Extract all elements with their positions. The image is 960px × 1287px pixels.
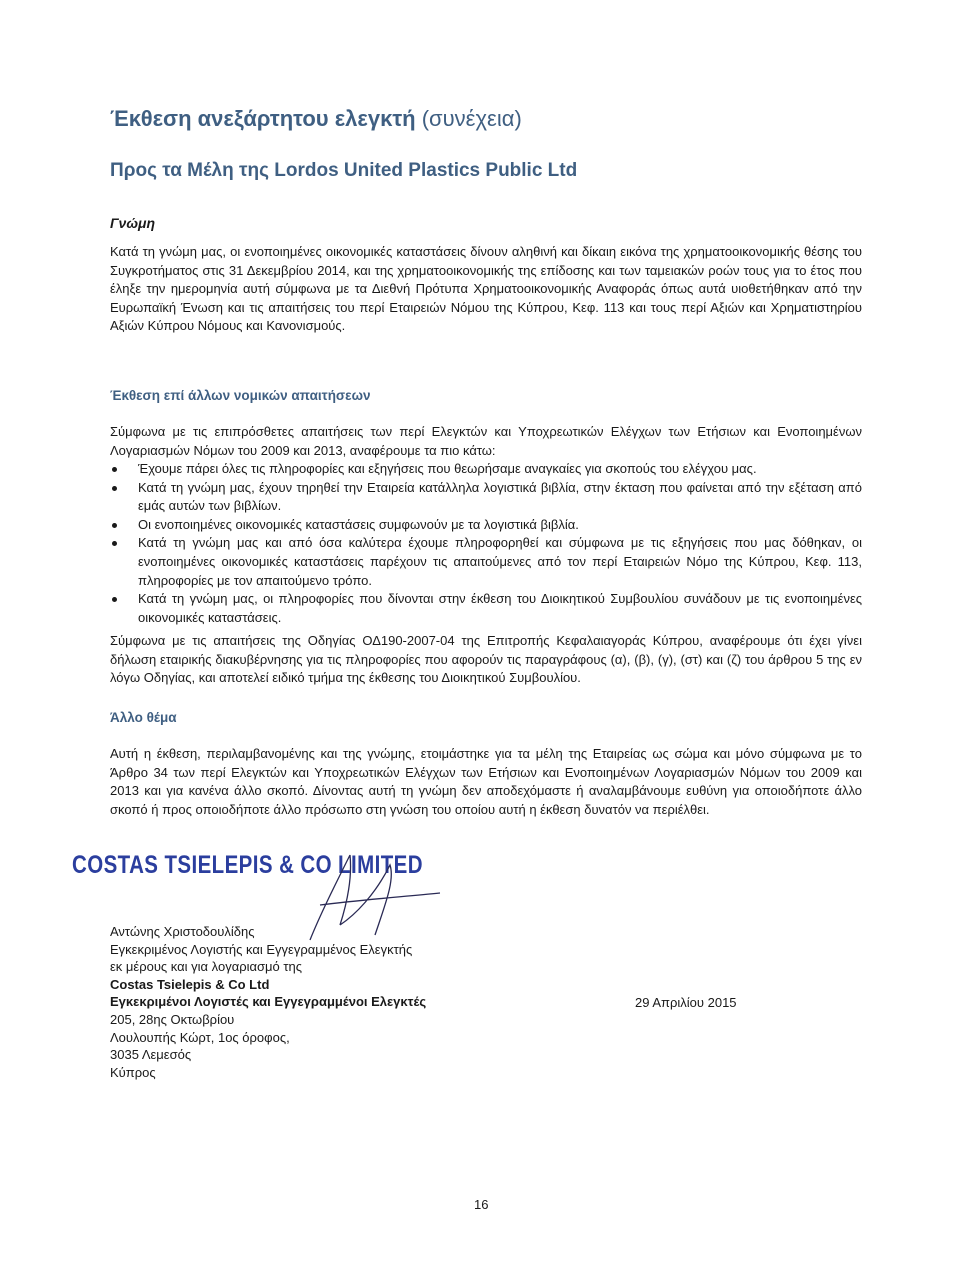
signatory-on-behalf: εκ μέρους και για λογαριασμό της <box>110 959 303 975</box>
list-item: Οι ενοποιημένες οικονομικές καταστάσεις συμφωνούν με τα λογιστικά βιβλία. <box>110 516 862 535</box>
opinion-paragraph: Κατά τη γνώμη μας, οι ενοποιημένες οικονομικές καταστάσεις δίνουν αληθινή και δίκαιη εικόνα της χρηματοοικονομικής θέσης του Συγκροτήματος στις 31 Δεκεμβρίου 2014, και της χρηματοοικονομικής της επίδοσης και των ταμειακών ροών τους για το έτος που έληξε την ημερομηνία αυτή σύμφωνα με τα Διεθνή Πρότυπα Χρηματοοικονομικής Αναφοράς όπως αυτά υιοθετήθηκαν από την Ευρωπαϊκή Ένωση και τις απαιτήσεις του περί Εταιρειών Νόμου της Κύπρου, Κεφ. 113 και τους περί Αξιών και Χρηματιστηρίου Αξιών Κύπρου Νόμους και Κανονισμούς. <box>110 244 862 334</box>
address-line: 3035 Λεμεσός <box>110 1047 192 1063</box>
address-line: Κύπρος <box>110 1064 156 1080</box>
directive-paragraph: Σύμφωνα με τις απαιτήσεις της Οδηγίας ΟΔ190-2007-04 της Επιτροπής Κεφαλαιαγοράς Κύπρου, αναφέρουμε ότι έχει γίνει δήλωση εταιρικής διακυβέρνησης για τις πληροφορίες που αφορούν τις παραγράφους (α), (β), (γ), (στ) και (ζ) του άρθρου 5 της εν λόγω Οδηγίας, και αποτελεί ειδικό τμήμα της έκθεσης του Διοικητικού Συμβουλίου. <box>110 633 862 686</box>
address-line: Λουλουπής Κώρτ, 1ος όροφος, <box>110 1029 290 1045</box>
firm-stamp: COSTAS TSIELEPIS & CO LIMITED <box>72 851 423 879</box>
opinion-heading: Γνώμη <box>110 215 156 231</box>
other-matter-heading: Άλλο θέμα <box>110 710 177 725</box>
firm-name: Costas Tsielepis & Co Ltd <box>110 976 270 992</box>
list-item: Κατά τη γνώμη μας και από όσα καλύτερα έχουμε πληροφορηθεί και σύμφωνα με τις εξηγήσεις που μας δόθηκαν, οι ενοποιημένες οικονομικές καταστάσεις παρέχουν τις απαιτούμενες από τον περί Εταιρειών Νόμο της Κύπρου, Κεφ. 113, πληροφορίες με τον απαιτούμενο τρόπο. <box>110 534 862 590</box>
other-legal-heading: Έκθεση επί άλλων νομικών απαιτήσεων <box>110 388 371 403</box>
list-item: Κατά τη γνώμη μας, οι πληροφορίες που δίνονται στην έκθεση του Διοικητικού Συμβουλίου συνάδουν με τις ενοποιημένες οικονομικές καταστάσεις. <box>110 590 862 627</box>
firm-role: Εγκεκριμένοι Λογιστές και Εγγεγραμμένοι Ελεγκτές <box>110 994 427 1010</box>
signatory-role: Εγκεκριμένος Λογιστής και Εγγεγραμμένος Ελεγκτής <box>110 941 413 957</box>
other-matter-paragraph: Αυτή η έκθεση, περιλαμβανομένης και της γνώμης, ετοιμάστηκε για τα μέλη της Εταιρείας ως σώμα και μόνο σύμφωνα με το Άρθρο 34 των περί Ελεγκτών και Υποχρεωτικών Ελέγχων των Ετήσιων και Ενοποιημένων Λογαριασμών Νόμων του 2009 και 2013 και για κανένα άλλο σκοπό. Δίνοντας αυτή τη γνώμη δεν αποδεχόμαστε ή αναλαμβάνουμε ευθύνη για οποιοδήποτε άλλο σκοπό ή προς οποιοδήποτε άλλο πρόσωπο στη γνώση του οποίου αυτή η έκθεση δυνατόν να περιέλθει. <box>110 746 862 817</box>
report-title-main: Έκθεση ανεξάρτητου ελεγκτή <box>110 106 416 131</box>
list-item: Έχουμε πάρει όλες τις πληροφορίες και εξηγήσεις που θεωρήσαμε αναγκαίες για σκοπούς του ελέγχου μας. <box>110 460 862 479</box>
other-legal-bullets <box>110 460 862 627</box>
signature-block <box>110 923 560 1081</box>
other-legal-intro: Σύμφωνα με τις επιπρόσθετες απαιτήσεις των περί Ελεγκτών και Υποχρεωτικών Ελέγχων των Ετήσιων και Ενοποιημένων Λογαριασμών Νόμων του 2009 και 2013, αναφέρουμε τα πιο κάτω: <box>110 424 862 458</box>
list-item: Κατά τη γνώμη μας, έχουν τηρηθεί την Εταιρεία κατάλληλα λογιστικά βιβλία, στην έκταση που φαίνεται από την εξέταση από εμάς αυτών των βιβλίων. <box>110 479 862 516</box>
page-number: 16 <box>474 1197 489 1212</box>
report-title <box>110 106 522 132</box>
report-addressee: Προς τα Μέλη της Lordos United Plastics Public Ltd <box>110 160 578 181</box>
report-title-continued: (συνέχεια) <box>421 106 522 131</box>
signatory-name: Αντώνης Χριστοδουλίδης <box>110 924 255 939</box>
report-date: 29 Απριλίου 2015 <box>635 995 737 1010</box>
address-line: 205, 28ης Οκτωβρίου <box>110 1011 235 1027</box>
